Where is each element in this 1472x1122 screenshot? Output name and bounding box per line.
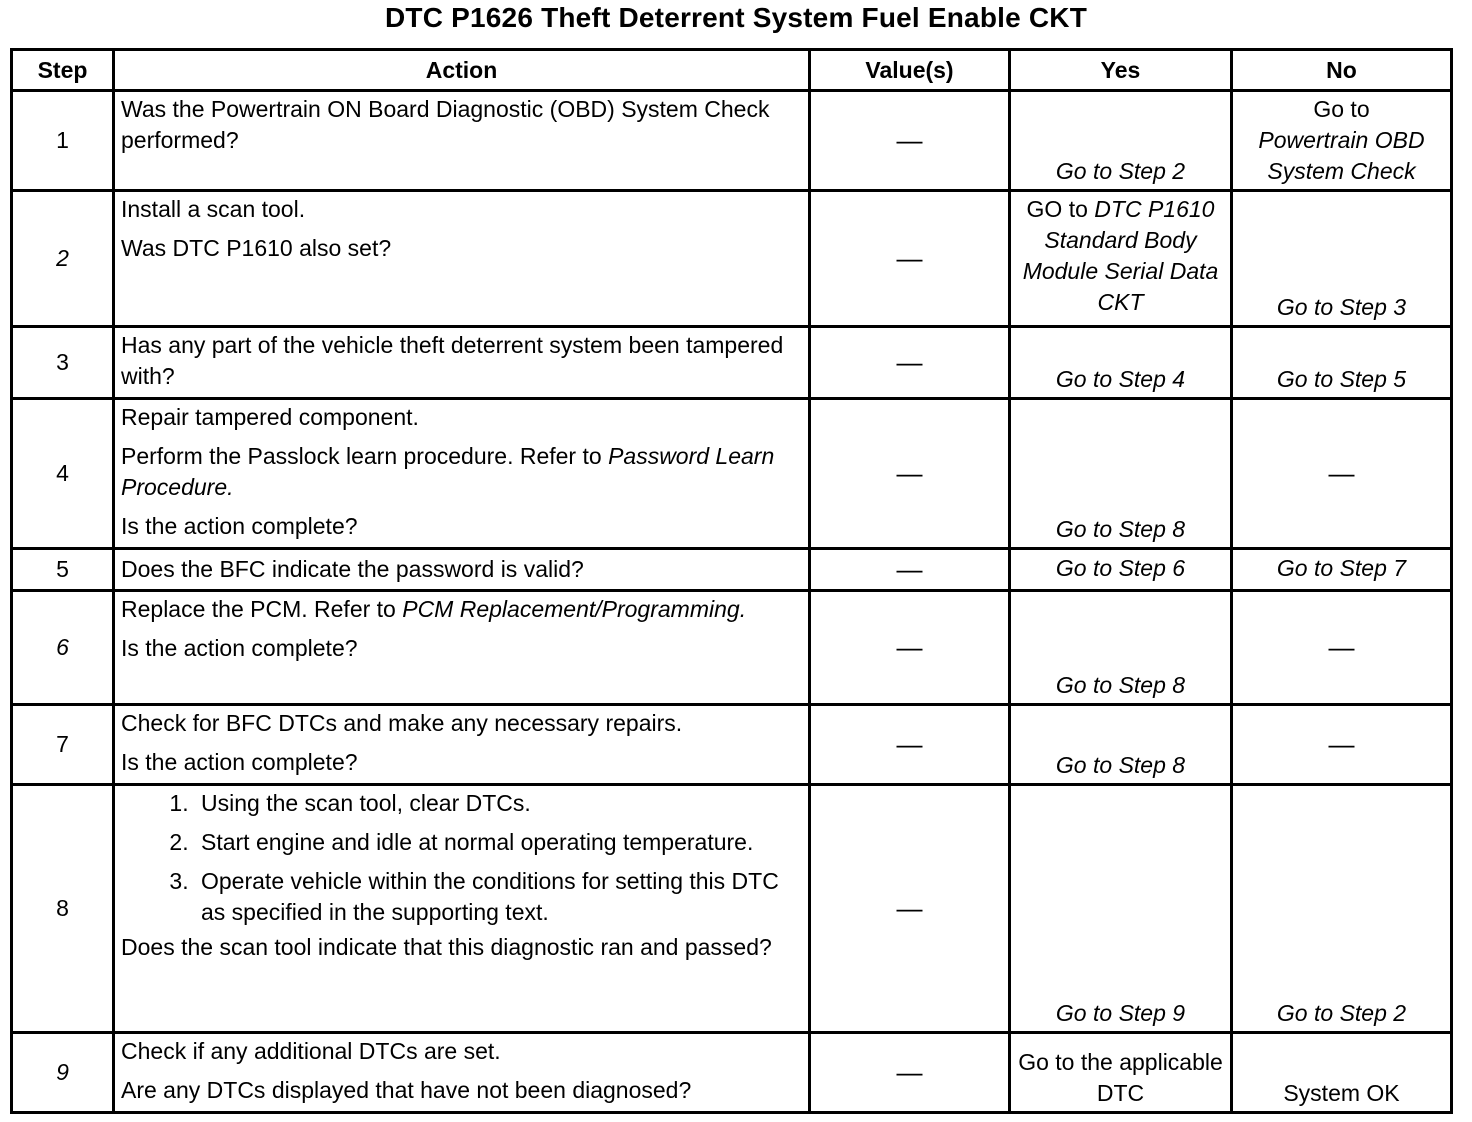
table-row	[12, 399, 1452, 549]
value-cell: —	[810, 705, 1010, 785]
no-cell: Go to Step 3	[1232, 191, 1452, 327]
action-text: Check if any additional DTCs are set.	[121, 1038, 501, 1064]
action-cell	[114, 191, 810, 327]
value-cell: —	[810, 591, 1010, 705]
table-row	[12, 549, 1452, 591]
diagnostic-table	[10, 48, 1453, 1114]
no-cell: System OK	[1232, 1033, 1452, 1113]
no-cell: —	[1232, 399, 1452, 549]
action-text	[121, 441, 802, 503]
yes-cell: Go to the applicable DTC	[1010, 1033, 1232, 1113]
action-text: Has any part of the vehicle theft deterrent system been tampered with?	[121, 332, 784, 389]
no-cell	[1232, 91, 1452, 191]
step-number: 3	[12, 327, 114, 399]
step-number: 1	[12, 91, 114, 191]
action-text: Is the action complete?	[121, 513, 358, 539]
step-number: 6	[12, 591, 114, 705]
value-cell: —	[810, 191, 1010, 327]
yes-link: DTC P1610 Standard Body Module Serial Data CKT	[1022, 196, 1219, 315]
table-row	[12, 191, 1452, 327]
action-text: Is the action complete?	[121, 749, 358, 775]
yes-cell	[1010, 191, 1232, 327]
procedure-link: Password Learn Procedure.	[121, 443, 775, 500]
yes-cell: Go to Step 2	[1010, 91, 1232, 191]
no-cell: —	[1232, 705, 1452, 785]
yes-cell: Go to Step 4	[1010, 327, 1232, 399]
yes-cell: Go to Step 6	[1010, 549, 1232, 591]
action-text-part: Replace the PCM. Refer to	[121, 596, 396, 622]
table-row	[12, 327, 1452, 399]
yes-cell: Go to Step 8	[1010, 399, 1232, 549]
table-row	[12, 785, 1452, 1033]
action-cell	[114, 549, 810, 591]
action-text: Are any DTCs displayed that have not been diagnosed?	[121, 1077, 692, 1103]
no-cell: Go to Step 2	[1232, 785, 1452, 1033]
yes-cell: Go to Step 8	[1010, 705, 1232, 785]
table-row	[12, 591, 1452, 705]
action-text-part: Perform the Passlock learn procedure. Refer to	[121, 443, 602, 469]
header-no: No	[1232, 50, 1452, 91]
no-cell: Go to Step 5	[1232, 327, 1452, 399]
step-number: 8	[12, 785, 114, 1033]
procedure-link: PCM Replacement/Programming.	[402, 596, 747, 622]
header-action: Action	[114, 50, 810, 91]
table-row	[12, 705, 1452, 785]
yes-text: GO to	[1026, 196, 1088, 222]
action-cell	[114, 705, 810, 785]
action-cell	[114, 785, 810, 1033]
action-text: Install a scan tool.	[121, 196, 306, 222]
action-text: Is the action complete?	[121, 635, 358, 661]
value-cell: —	[810, 1033, 1010, 1113]
yes-cell: Go to Step 8	[1010, 591, 1232, 705]
procedure-list	[121, 788, 802, 928]
table-row	[12, 91, 1452, 191]
no-cell: Go to Step 7	[1232, 549, 1452, 591]
header-row	[12, 50, 1452, 91]
value-cell: —	[810, 785, 1010, 1033]
action-text: Does the BFC indicate the password is valid?	[121, 556, 584, 582]
value-cell: —	[810, 91, 1010, 191]
step-number: 9	[12, 1033, 114, 1113]
action-cell	[114, 91, 810, 191]
page-title: DTC P1626 Theft Deterrent System Fuel Enable CKT	[385, 2, 1087, 33]
action-text: Repair tampered component.	[121, 404, 419, 430]
list-item: 1. Using the scan tool, clear DTCs.	[195, 788, 802, 819]
step-number: 4	[12, 399, 114, 549]
yes-cell: Go to Step 9	[1010, 785, 1232, 1033]
no-text: Go to	[1313, 96, 1370, 122]
action-text: Does the scan tool indicate that this diagnostic ran and passed?	[121, 934, 772, 960]
value-cell: —	[810, 549, 1010, 591]
header-step: Step	[12, 50, 114, 91]
no-cell: —	[1232, 591, 1452, 705]
header-values: Value(s)	[810, 50, 1010, 91]
action-cell	[114, 327, 810, 399]
action-text: Was DTC P1610 also set?	[121, 235, 392, 261]
action-text: Check for BFC DTCs and make any necessary repairs.	[121, 710, 683, 736]
list-item: 2. Start engine and idle at normal operating temperature.	[195, 827, 802, 858]
value-cell: —	[810, 399, 1010, 549]
action-cell	[114, 399, 810, 549]
action-cell	[114, 591, 810, 705]
value-cell: —	[810, 327, 1010, 399]
action-text	[121, 594, 802, 625]
action-cell	[114, 1033, 810, 1113]
list-item: 3. Operate vehicle within the conditions for setting this DTC as specified in the supporting text.	[195, 866, 802, 928]
table-row	[12, 1033, 1452, 1113]
no-link: Powertrain OBD System Check	[1258, 127, 1425, 184]
step-number: 7	[12, 705, 114, 785]
step-number: 5	[12, 549, 114, 591]
action-text: Was the Powertrain ON Board Diagnostic (OBD) System Check performed?	[121, 96, 770, 153]
step-number: 2	[12, 191, 114, 327]
header-yes: Yes	[1010, 50, 1232, 91]
